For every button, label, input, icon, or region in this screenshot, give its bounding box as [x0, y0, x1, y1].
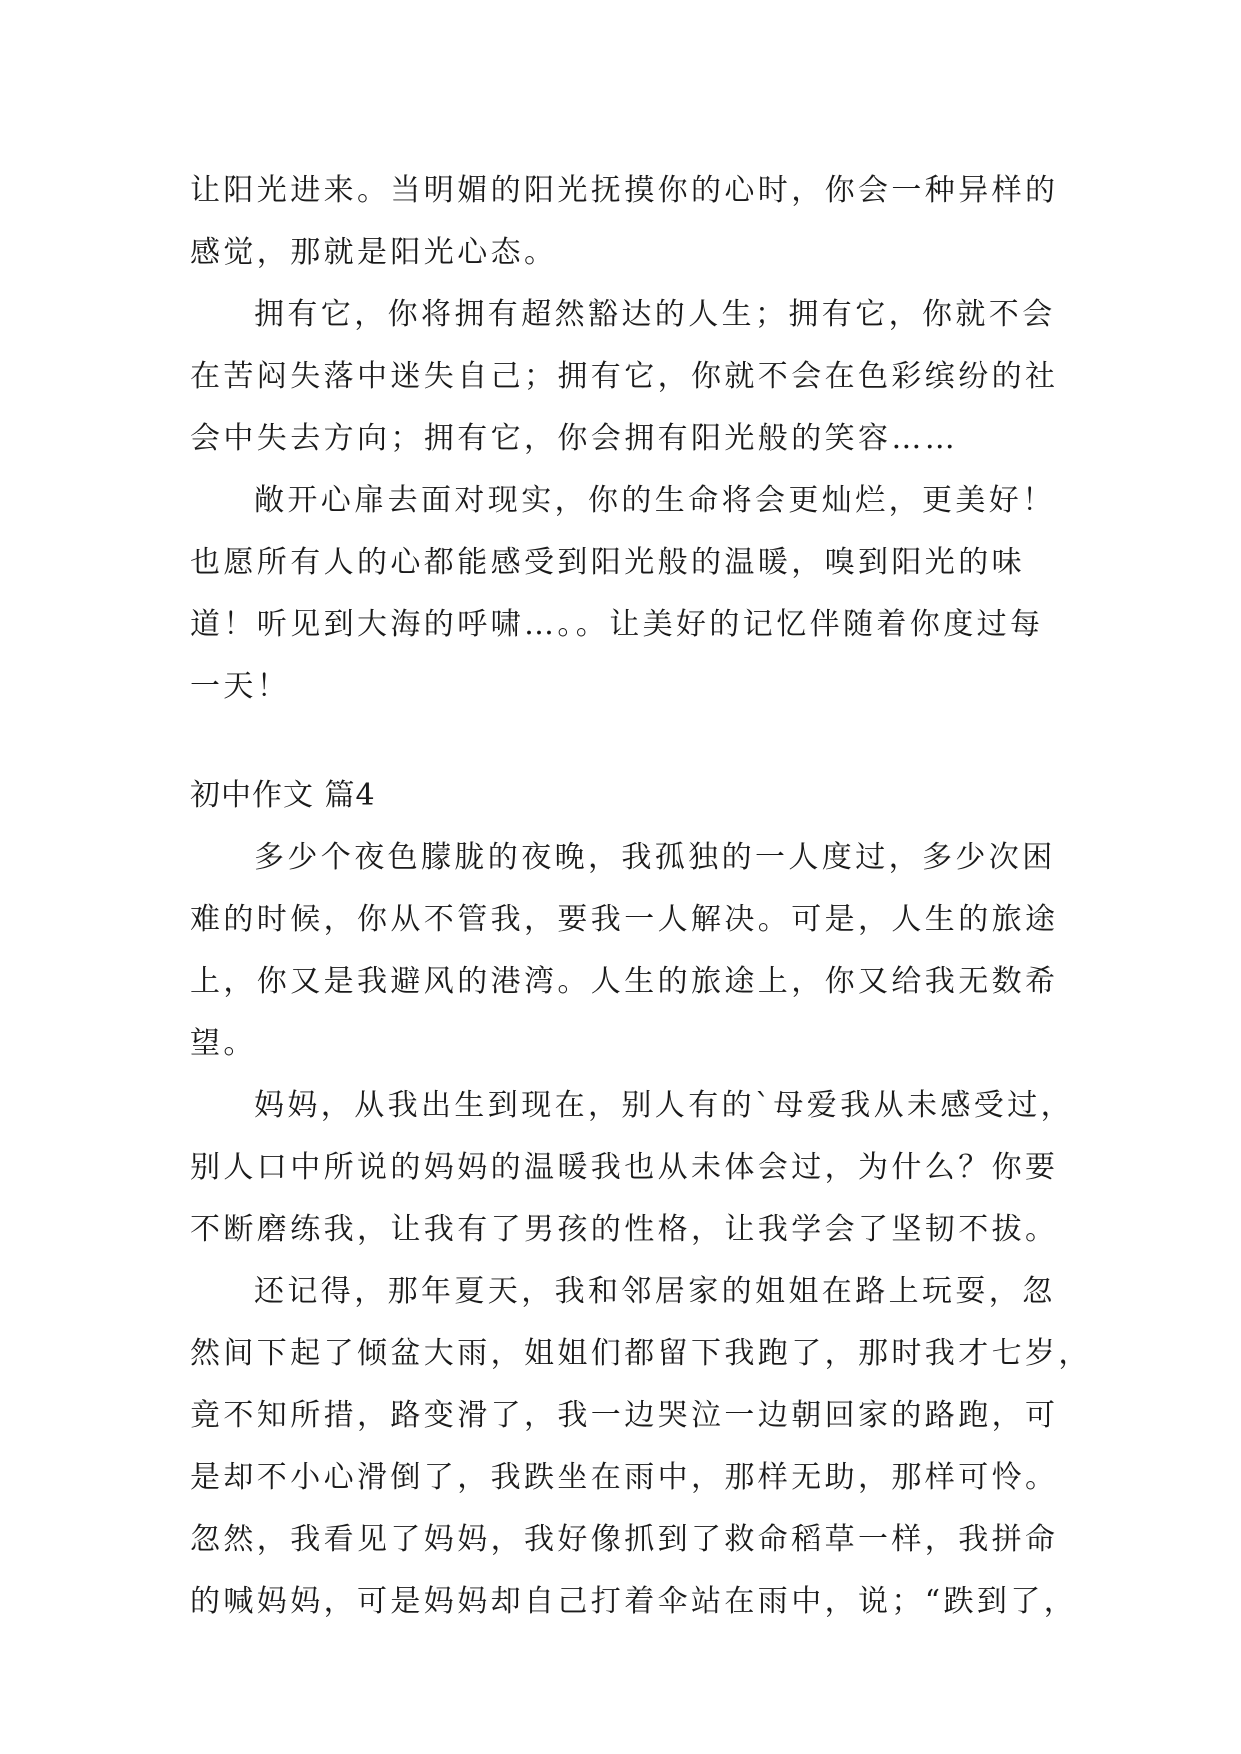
text-line: 多少个夜色朦胧的夜晚，我孤独的一人度过，多少次困 [254, 840, 1056, 875]
text-line: 敞开心扉去面对现实，你的生命将会更灿烂，更美好！ [254, 483, 1056, 518]
text-line: 难的时候，你从不管我，要我一人解决。可是，人生的旅途 [190, 902, 1059, 937]
text-line: 拥有它，你将拥有超然豁达的人生；拥有它，你就不会 [254, 297, 1056, 332]
paragraph [190, 1261, 1092, 1633]
paragraph [190, 1075, 1074, 1261]
text-line: 一天！ [190, 669, 291, 704]
text-line: 会中失去方向；拥有它，你会拥有阳光般的笑容…… [190, 421, 959, 456]
text-line: 上，你又是我避风的港湾。人生的旅途上，你又给我无数希 [190, 964, 1059, 999]
text-line: 也愿所有人的心都能感受到阳光般的温暖，嗅到阳光的味 [190, 545, 1025, 580]
section-heading: 初中作文 篇4 [190, 778, 376, 813]
text-line: 忽然，我看见了妈妈，我好像抓到了救命稻草一样，我拼命 [190, 1522, 1059, 1557]
text-line: 妈妈，从我出生到现在，别人有的`母爱我从未感受过， [254, 1088, 1074, 1123]
text-line: 然间下起了倾盆大雨，姐姐们都留下我跑了，那时我才七岁， [190, 1336, 1092, 1371]
text-line: 在苦闷失落中迷失自己；拥有它，你就不会在色彩缤纷的社 [190, 359, 1059, 394]
text-line: 感觉，那就是阳光心态。 [190, 235, 558, 270]
text-line: 竟不知所措，路变滑了，我一边哭泣一边朝回家的路跑，可 [190, 1398, 1059, 1433]
text-line: 望。 [190, 1026, 257, 1061]
text-line: 让阳光进来。当明媚的阳光抚摸你的心时，你会一种异样的 [190, 173, 1059, 208]
paragraph [190, 284, 1059, 470]
section-spacer [190, 718, 1050, 765]
document-body [190, 160, 1092, 1633]
paragraph [190, 470, 1056, 718]
text-line: 还记得，那年夏天，我和邻居家的姐姐在路上玩耍，忽 [254, 1274, 1056, 1309]
paragraph [190, 160, 1059, 284]
text-line: 别人口中所说的妈妈的温暖我也从未体会过，为什么？你要 [190, 1150, 1059, 1185]
text-line: 的喊妈妈，可是妈妈却自己打着伞站在雨中，说；“跌到了， [190, 1584, 1078, 1619]
text-line: 是却不小心滑倒了，我跌坐在雨中，那样无助，那样可怜。 [190, 1460, 1059, 1495]
text-line: 道！听见到大海的呼啸…。。让美好的记忆伴随着你度过每 [190, 607, 1044, 642]
text-line: 不断磨练我，让我有了男孩的性格，让我学会了坚韧不拔。 [190, 1212, 1059, 1247]
section-continuation [190, 160, 1059, 718]
section-essay-4 [190, 765, 1092, 1633]
paragraph [190, 827, 1059, 1075]
